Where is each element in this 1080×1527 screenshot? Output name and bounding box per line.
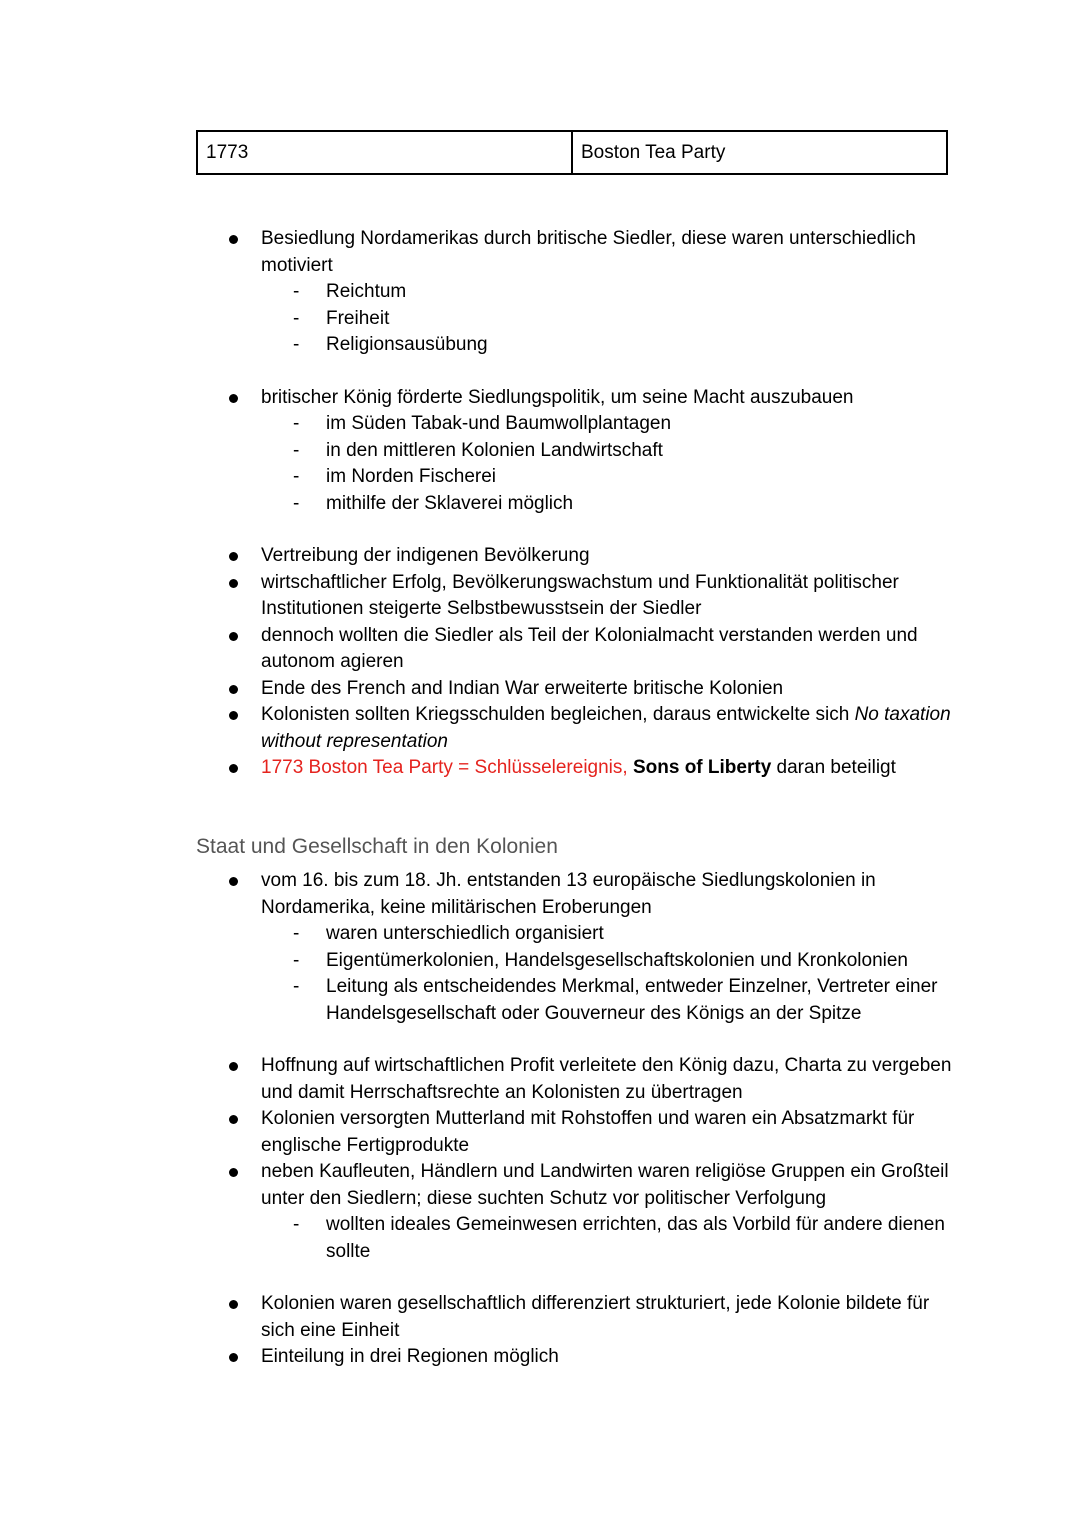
dash-icon: -: [293, 976, 300, 997]
timeline-table: [196, 130, 948, 175]
bullet-icon: [229, 1062, 238, 1071]
bullet-icon: [229, 579, 238, 588]
sub-item-text: Leitung als entscheidendes Merkmal, entweder Einzelner, Vertreter einer Handelsgesellschaft oder Gouverneur des Königs an der Spitze: [326, 976, 938, 1024]
bullet-text: daran beteiligt: [771, 757, 896, 778]
sub-item-text: Reichtum: [326, 281, 407, 302]
list-item: [0, 868, 961, 921]
bullet-text: Kolonisten sollten Kriegsschulden begleichen, daraus entwickelte sich: [261, 704, 855, 725]
bullet-text: Besiedlung Nordamerikas durch britische Siedler, diese waren unterschiedlich motiviert: [261, 228, 916, 276]
list-item: [0, 1159, 961, 1212]
section-heading: Staat und Gesellschaft in den Kolonien: [196, 835, 558, 858]
dash-icon: -: [293, 923, 300, 944]
section-2-list: [0, 868, 1080, 1371]
sub-item-text: waren unterschiedlich organisiert: [326, 923, 604, 944]
sub-item-text: wollten ideales Gemeinwesen errichten, das als Vorbild für andere dienen sollte: [326, 1214, 945, 1262]
bullet-text: vom 16. bis zum 18. Jh. entstanden 13 europäische Siedlungskolonien in Nordamerika, keine militärischen Eroberungen: [261, 870, 876, 918]
list-item: [0, 1106, 961, 1159]
key-event-text: 1773 Boston Tea Party = Schlüsselereignis,: [261, 757, 633, 778]
table-row: [197, 131, 947, 174]
dash-icon: -: [293, 281, 300, 302]
bullet-text: dennoch wollten die Siedler als Teil der Kolonialmacht verstanden werden und autonom agieren: [261, 624, 918, 672]
sub-list-item: [0, 279, 946, 306]
sub-item-text: in den mittleren Kolonien Landwirtschaft: [326, 439, 663, 461]
sub-list-item: [0, 974, 946, 1027]
dash-icon: -: [293, 413, 300, 434]
bullet-text: Einteilung in drei Regionen möglich: [261, 1346, 559, 1367]
bullet-text: Hoffnung auf wirtschaftlichen Profit verleitete den König dazu, Charta zu vergeben und damit Herrschaftsrechte an Kolonisten zu übertragen: [261, 1055, 952, 1103]
bullet-icon: [229, 711, 238, 720]
bullet-text: Kolonien versorgten Mutterland mit Rohstoffen und waren ein Absatzmarkt für englische Fertigprodukte: [261, 1108, 915, 1156]
sub-item-text: Eigentümerkolonien, Handelsgesellschaftskolonien und Kronkolonien: [326, 949, 908, 971]
sub-item-text: Freiheit: [326, 307, 390, 329]
sub-item-text: im Süden Tabak-und Baumwollplantagen: [326, 413, 672, 434]
sub-list-item: [0, 491, 946, 518]
sub-list-item: [0, 306, 946, 333]
bullet-icon: [229, 1300, 238, 1309]
bullet-icon: [229, 632, 238, 641]
bullet-icon: [229, 1168, 238, 1177]
sub-list-item: [0, 411, 946, 438]
list-item: [0, 623, 961, 676]
list-item: [0, 226, 961, 279]
dash-icon: -: [293, 466, 300, 487]
list-item: [0, 385, 961, 412]
dash-icon: -: [293, 1214, 300, 1235]
sub-list-item: [0, 948, 946, 975]
bullet-icon: [229, 235, 238, 244]
year-cell: 1773: [197, 131, 572, 174]
bullet-icon: [229, 764, 238, 773]
list-item: [0, 676, 961, 703]
sub-item-text: im Norden Fischerei: [326, 466, 496, 487]
bullet-text: neben Kaufleuten, Händlern und Landwirten waren religiöse Gruppen ein Großteil unter den Siedlern; diese suchten Schutz vor politischer Verfolgung: [261, 1161, 949, 1209]
bullet-text: Kolonien waren gesellschaftlich differenziert strukturiert, jede Kolonie bildete für sich eine Einheit: [261, 1293, 930, 1341]
sub-list-item: [0, 1212, 946, 1265]
list-item: [0, 570, 961, 623]
list-item: [0, 1291, 961, 1344]
list-item: [0, 543, 961, 570]
sub-list-item: [0, 332, 946, 359]
bullet-icon: [229, 1115, 238, 1124]
event-cell: Boston Tea Party: [572, 131, 947, 174]
dash-icon: -: [293, 334, 300, 355]
sub-item-text: mithilfe der Sklaverei möglich: [326, 492, 574, 514]
list-item: [0, 1344, 961, 1371]
list-item: [0, 1053, 961, 1106]
bullet-icon: [229, 877, 238, 886]
bullet-icon: [229, 1353, 238, 1362]
bullet-text: britischer König förderte Siedlungspolitik, um seine Macht auszubauen: [261, 386, 854, 408]
bullet-text: Ende des French and Indian War erweiterte britische Kolonien: [261, 677, 784, 699]
sub-item-text: Religionsausübung: [326, 334, 488, 355]
sub-list-item: [0, 921, 946, 948]
bullet-text: Vertreibung der indigenen Bevölkerung: [261, 545, 590, 566]
bullet-icon: [229, 685, 238, 694]
dash-icon: -: [293, 949, 300, 971]
sub-list-item: [0, 438, 946, 465]
bullet-text: wirtschaftlicher Erfolg, Bevölkerungswachstum und Funktionalität politischer Institutionen steigerte Selbstbewusstsein der Siedler: [261, 571, 899, 619]
sub-list-item: [0, 464, 946, 491]
bullet-icon: [229, 394, 238, 403]
dash-icon: -: [293, 307, 300, 329]
slogan-text: No taxation without representation: [261, 704, 951, 752]
dash-icon: -: [293, 439, 300, 461]
section-1-list: [0, 226, 1080, 782]
bullet-icon: [229, 552, 238, 561]
list-item: [0, 702, 961, 755]
group-name-text: Sons of Liberty: [632, 757, 772, 778]
list-item: [0, 755, 961, 782]
dash-icon: -: [293, 492, 300, 514]
